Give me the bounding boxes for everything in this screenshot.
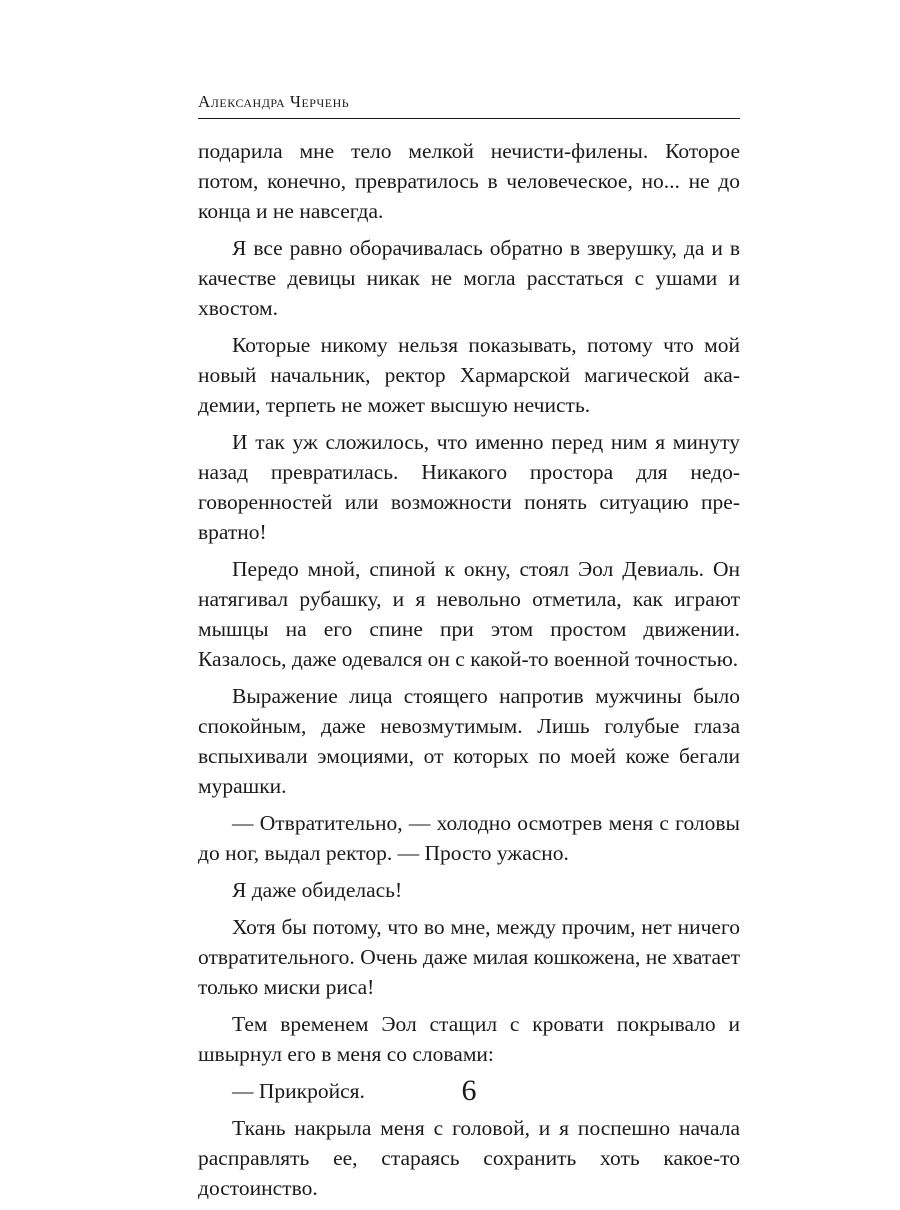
running-head-author: Александра Черчень	[198, 92, 350, 111]
header-rule	[198, 118, 740, 119]
paragraph: Хотя бы потому, что во мне, между прочим, нет ничего отвратительного. Очень даже милая кошкожена, не хватает только миски риса!	[198, 915, 740, 999]
paragraph: Тем временем Эол стащил с кровати покрывало и швырнул его в меня со словами:	[198, 1012, 740, 1066]
paragraph: — Отвратительно, — холодно осмотрев меня с головы до ног, выдал ректор. — Просто ужасно.	[198, 811, 740, 865]
paragraph: И так уж сложилось, что именно перед ним я минуту назад превратилась. Никакого простора для недоговоренностей или возможности понять ситуацию превратно!	[198, 430, 740, 544]
paragraph: Ткань накрыла меня с головой, и я поспешно начала расправлять ее, стараясь сохранить хоть какое-то достоинство.	[198, 1116, 740, 1200]
paragraph: Передо мной, спиной к окну, стоял Эол Девиаль. Он натягивал рубашку, и я невольно отметила, как играют мышцы на его спине при этом простом движении. Казалось, даже одевался он с какой-то военной точностью.	[198, 557, 740, 671]
paragraph: — Прикройся.	[232, 1079, 365, 1103]
paragraph: Которые никому нельзя показывать, потому что мой новый начальник, ректор Хармарской магической академии, терпеть не может высшую нечисть.	[198, 333, 740, 417]
paragraph: Я даже обиделась!	[232, 878, 403, 902]
paragraph: Выражение лица стоящего напротив мужчины было спокойным, даже невозмутимым. Лишь голубые глаза вспыхивали эмоциями, от которых по моей коже бегали мурашки.	[198, 684, 740, 798]
paragraph: подарила мне тело мелкой нечисти-филены. Которое потом, конечно, превратилось в человеческое, но... не до конца и не навсегда.	[198, 139, 740, 223]
page-number: 6	[461, 1074, 477, 1107]
body-text	[198, 136, 740, 1210]
paragraph: Я все равно оборачивалась обратно в зверушку, да и в качестве девицы никак не могла расстаться с ушами и хвостом.	[198, 236, 740, 320]
